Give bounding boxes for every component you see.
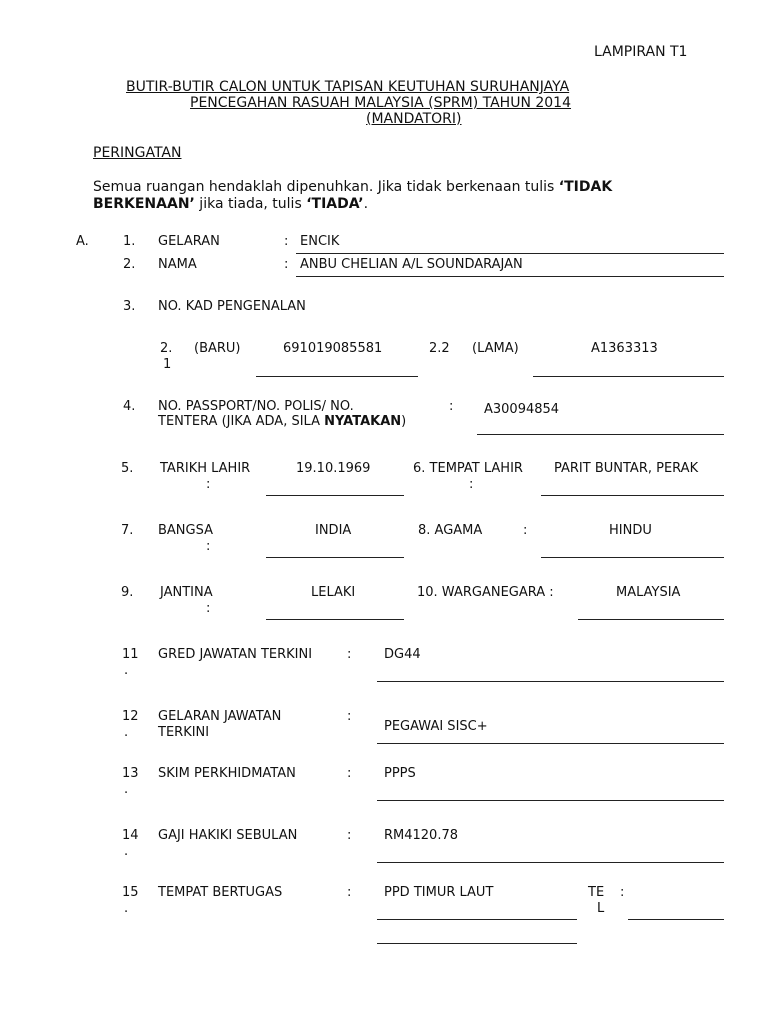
field-1-number: 1. xyxy=(123,234,136,249)
field-8-label: 8. AGAMA xyxy=(418,523,483,538)
field-7-underline xyxy=(266,557,404,558)
field-4-colon: : xyxy=(449,399,454,414)
section-label: A. xyxy=(76,234,89,249)
field-3-2-value[interactable]: A1363313 xyxy=(591,341,658,356)
warning-heading: PERINGATAN xyxy=(93,145,182,161)
field-1-colon: : xyxy=(284,234,289,249)
field-4-number: 4. xyxy=(123,399,136,414)
field-2-value[interactable]: ANBU CHELIAN A/L SOUNDARAJAN xyxy=(300,257,523,272)
form-title-line-1: BUTIR-BUTIR CALON UNTUK TAPISAN KEUTUHAN SURUHANJAYA xyxy=(126,79,570,95)
field-13-value[interactable]: PPPS xyxy=(384,766,416,781)
field-3-1-label: (BARU) xyxy=(194,341,241,356)
field-2-label: NAMA xyxy=(158,257,197,272)
field-15-number-dot: . xyxy=(124,901,129,916)
tel-underline[interactable] xyxy=(628,919,724,920)
field-12-number: 12 xyxy=(122,709,139,724)
field-3-1-number-a: 2. xyxy=(160,341,173,356)
field-6-colon: : xyxy=(469,477,474,492)
field-11-value[interactable]: DG44 xyxy=(384,647,421,662)
field-4-label-line-1: NO. PASSPORT/NO. POLIS/ NO. xyxy=(158,399,354,414)
field-12-value[interactable]: PEGAWAI SISC+ xyxy=(384,719,488,734)
field-11-label: GRED JAWATAN TERKINI xyxy=(158,647,313,662)
field-12-label-line-1: GELARAN JAWATAN xyxy=(158,709,282,724)
field-1-underline xyxy=(296,253,724,254)
form-title-line-2: PENCEGAHAN RASUAH MALAYSIA (SPRM) TAHUN 2014 xyxy=(190,95,572,111)
field-5-label: TARIKH LAHIR xyxy=(160,461,251,476)
field-14-underline xyxy=(377,862,724,863)
field-12-colon: : xyxy=(347,709,352,724)
field-5-number: 5. xyxy=(121,461,134,476)
tel-label-a: TE xyxy=(588,885,605,900)
field-2-colon: : xyxy=(284,257,289,272)
field-15-underline xyxy=(377,919,577,920)
field-12-underline xyxy=(377,743,724,744)
warning-bold-a: ‘TIDAK xyxy=(558,179,613,195)
field-15-number: 15 xyxy=(122,885,139,900)
field-7-colon: : xyxy=(206,539,211,554)
field-3-2-label: (LAMA) xyxy=(472,341,519,356)
field-11-number: 11 xyxy=(122,647,139,662)
field-10-label: 10. WARGANEGARA : xyxy=(417,585,554,600)
field-15-value[interactable]: PPD TIMUR LAUT xyxy=(384,885,494,900)
field-4-label-line-2-a: TENTERA (JIKA ADA, SILA xyxy=(158,414,325,429)
field-7-value[interactable]: INDIA xyxy=(315,523,352,538)
field-8-value[interactable]: HINDU xyxy=(609,523,652,538)
field-9-underline xyxy=(266,619,404,620)
warning-text-line-2 xyxy=(93,196,368,213)
field-14-value[interactable]: RM4120.78 xyxy=(384,828,459,843)
field-15-colon: : xyxy=(347,885,352,900)
lampiran-label: LAMPIRAN T1 xyxy=(594,44,688,60)
field-12-label-line-2: TERKINI xyxy=(158,725,210,740)
field-6-underline xyxy=(541,495,724,496)
field-10-value[interactable]: MALAYSIA xyxy=(616,585,681,600)
field-8-colon: : xyxy=(523,523,528,538)
warning-bold-b: BERKENAAN’ xyxy=(93,196,195,212)
field-3-1-underline xyxy=(256,376,418,377)
field-3-2-number: 2.2 xyxy=(429,341,450,356)
field-5-underline xyxy=(266,495,404,496)
tel-label-b: L xyxy=(597,901,605,916)
field-5-value[interactable]: 19.10.1969 xyxy=(296,461,371,476)
field-14-label: GAJI HAKIKI SEBULAN xyxy=(158,828,298,843)
field-1-label: GELARAN xyxy=(158,234,220,249)
field-3-number: 3. xyxy=(123,299,136,314)
field-11-colon: : xyxy=(347,647,352,662)
field-5-colon: : xyxy=(206,477,211,492)
field-7-label: BANGSA xyxy=(158,523,213,538)
field-4-label-line-2 xyxy=(158,414,406,429)
field-14-number-dot: . xyxy=(124,844,129,859)
field-3-1-number-b: 1 xyxy=(163,357,172,372)
field-8-underline xyxy=(541,557,724,558)
warning-text-b: jika tiada, tulis xyxy=(194,196,307,212)
field-14-number: 14 xyxy=(122,828,139,843)
field-7-number: 7. xyxy=(121,523,134,538)
field-10-underline xyxy=(578,619,724,620)
field-4-label-line-2-b: ) xyxy=(401,414,407,429)
field-13-underline xyxy=(377,800,724,801)
warning-bold-c: ‘TIADA’ xyxy=(306,196,364,212)
field-9-label: JANTINA xyxy=(160,585,213,600)
field-2-number: 2. xyxy=(123,257,136,272)
field-3-2-underline xyxy=(533,376,724,377)
field-13-number-dot: . xyxy=(124,782,129,797)
field-3-1-value[interactable]: 691019085581 xyxy=(283,341,383,356)
field-6-value[interactable]: PARIT BUNTAR, PERAK xyxy=(554,461,699,476)
field-3-label: NO. KAD PENGENALAN xyxy=(158,299,306,314)
form-title-line-3: (MANDATORI) xyxy=(366,111,462,127)
field-9-number: 9. xyxy=(121,585,134,600)
field-1-value[interactable]: ENCIK xyxy=(300,234,340,249)
field-15-underline-2 xyxy=(377,943,577,944)
field-14-colon: : xyxy=(347,828,352,843)
field-15-label: TEMPAT BERTUGAS xyxy=(158,885,283,900)
field-6-label: 6. TEMPAT LAHIR xyxy=(413,461,523,476)
field-11-number-dot: . xyxy=(124,663,129,678)
warning-text-a: Semua ruangan hendaklah dipenuhkan. Jika tidak berkenaan tulis xyxy=(93,179,559,195)
field-2-underline xyxy=(296,276,724,277)
warning-text-line-1 xyxy=(93,179,612,196)
field-9-colon: : xyxy=(206,601,211,616)
field-4-underline xyxy=(477,434,724,435)
field-4-value[interactable]: A30094854 xyxy=(484,402,560,417)
warning-text-c: . xyxy=(363,196,369,212)
field-4-label-line-2-bold: NYATAKAN xyxy=(324,414,402,429)
field-13-colon: : xyxy=(347,766,352,781)
field-11-underline xyxy=(377,681,724,682)
tel-colon: : xyxy=(620,885,625,900)
field-12-number-dot: . xyxy=(124,725,129,740)
field-13-label: SKIM PERKHIDMATAN xyxy=(158,766,296,781)
field-13-number: 13 xyxy=(122,766,139,781)
field-9-value[interactable]: LELAKI xyxy=(311,585,356,600)
